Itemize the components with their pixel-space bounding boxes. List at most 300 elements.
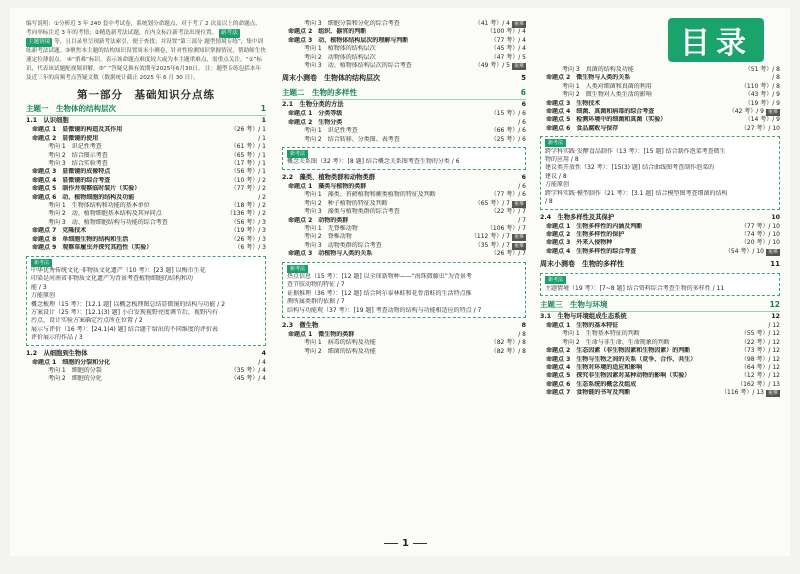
column-1 bbox=[26, 20, 266, 384]
toc-item-title: 命题点 5 制作并观察临时装片（实验） bbox=[32, 185, 141, 193]
toc-item-title: 考向 3 动、植物细胞结构与功能的综合考查 bbox=[48, 218, 168, 226]
toc-item-ref-group bbox=[491, 110, 526, 118]
toc-item-title: 命题点 1 显微镜的构造及其作用 bbox=[32, 126, 123, 134]
toc-item-ref: / 4 bbox=[258, 358, 266, 366]
box-line: 概念关系图（32 考）：[8 题] 结合概念关系图考查生物的分类 / 6 bbox=[287, 158, 460, 166]
toc-subitem[interactable] bbox=[282, 200, 526, 208]
new-method-box-2-3 bbox=[540, 136, 780, 209]
list-2-3 bbox=[282, 331, 526, 356]
toc-item-title: 考向 2 生命与非生命、生命现象的判断 bbox=[562, 338, 670, 346]
list-1-1 bbox=[26, 126, 266, 252]
toc-item-title: 命题点 1 细胞的分裂和分化 bbox=[32, 358, 111, 366]
toc-item-title: 命题点 1 生物多样性的内涵及判断 bbox=[546, 222, 643, 230]
toc-subitem[interactable] bbox=[26, 219, 266, 227]
toc-item-ref: （112 考）/ 7 bbox=[470, 233, 510, 241]
toc-item-ref-group bbox=[491, 45, 526, 53]
list-2-4 bbox=[540, 223, 780, 257]
toc-item[interactable] bbox=[26, 359, 266, 367]
box-line: 中华优秀传统文化·非物质文化遗产（10 考）：[23 题] 以梅市生花 bbox=[31, 266, 206, 274]
toc-item-title: 命题点 5 检测环境中的细菌和真菌（实验） bbox=[546, 116, 667, 124]
toc-item-ref-group bbox=[491, 136, 526, 144]
box-lines bbox=[287, 158, 521, 166]
toc-item-ref: （45 考）/ 4 bbox=[490, 45, 526, 53]
toc-item-title: 考向 2 微生物对人类生活的影响 bbox=[562, 91, 652, 99]
toc-item-ref-group bbox=[741, 339, 780, 347]
toc-item-title: 命题点 1 藻类与植物的类群 bbox=[288, 182, 367, 190]
key-difficulty-badge: 重难 bbox=[513, 242, 524, 249]
toc-item-title: 考向 1 人类对细菌和真菌的利用 bbox=[562, 82, 652, 90]
toc-item[interactable] bbox=[540, 116, 780, 124]
topic-2-label: 主题二 生物的多样性 bbox=[282, 88, 357, 98]
toc-item-ref-group bbox=[491, 348, 526, 356]
topic-2-page: 6 bbox=[520, 88, 526, 98]
toc-item[interactable] bbox=[540, 108, 780, 116]
toc-item-title: 命题点 7 食物链的书写及判断 bbox=[546, 389, 631, 397]
toc-item-ref-group bbox=[491, 208, 526, 216]
toc-subitem[interactable] bbox=[282, 136, 526, 144]
toc-item-ref: （116 考）/ 13 bbox=[721, 389, 764, 397]
toc-item[interactable] bbox=[540, 100, 780, 108]
section-label: 1.2 从细胞到生物体 bbox=[26, 349, 88, 357]
toc-item-title: 命题点 2 显微镜的使用 bbox=[32, 134, 99, 142]
toc-item-title: 命题点 4 细菌、真菌和病毒的综合考查 bbox=[546, 108, 655, 116]
box-lines bbox=[31, 267, 261, 343]
weekend-test-page: 11 bbox=[770, 260, 780, 269]
toc-item-ref-group bbox=[258, 135, 266, 143]
toc-item-title: 命题点 1 微生物的类群 bbox=[288, 330, 355, 338]
toc-item-ref: （77 考）/ 2 bbox=[230, 185, 266, 193]
toc-item-ref-group bbox=[741, 347, 780, 355]
list-col3-top bbox=[540, 66, 780, 133]
key-difficulty-badge: 重难 bbox=[513, 63, 524, 70]
toc-item[interactable] bbox=[26, 177, 266, 185]
toc-item-ref: （22 考）/ 7 bbox=[490, 208, 526, 216]
toc-item-ref: / 12 bbox=[768, 321, 780, 329]
toc-item-title: 命题点 3 动、植物体结构层次的理解与判断 bbox=[288, 36, 409, 44]
toc-subitem[interactable] bbox=[540, 66, 780, 74]
column-2 bbox=[282, 20, 526, 356]
toc-item-ref-group bbox=[518, 119, 526, 127]
box-line: 方案设计（25 考）：[12.1(3) 题] 小白发现视野亮度调节后，视野内有 bbox=[31, 308, 218, 316]
section-label: 1.1 认识细胞 bbox=[26, 117, 69, 125]
toc-item[interactable] bbox=[540, 356, 780, 364]
toc-item[interactable] bbox=[26, 126, 266, 134]
list-col2-top bbox=[282, 20, 526, 70]
toc-item-ref-group bbox=[491, 191, 526, 199]
toc-subitem[interactable] bbox=[282, 208, 526, 216]
box-label: 新考法 bbox=[31, 259, 52, 267]
toc-item-ref: （54 考）/ 10 bbox=[724, 247, 764, 255]
toc-item-ref: （73 考）/ 12 bbox=[740, 347, 780, 355]
toc-item-ref-group bbox=[772, 74, 780, 82]
toc-item-ref-group bbox=[231, 185, 266, 193]
toc-item-ref: （98 考）/ 12 bbox=[740, 355, 780, 363]
toc-item-ref: （51 考）/ 8 bbox=[744, 66, 780, 73]
key-difficulty-badge: 重难 bbox=[513, 234, 524, 241]
toc-item-ref: （82 考）/ 8 bbox=[490, 339, 526, 347]
column-3 bbox=[540, 66, 780, 398]
toc-item-ref: （26 考）/ 3 bbox=[230, 235, 266, 243]
toc-item-ref-group bbox=[491, 339, 526, 347]
toc-item-ref-group bbox=[741, 223, 780, 231]
toc-item-ref-group bbox=[227, 210, 266, 218]
toc-item-ref: （65 考）/ 7 bbox=[474, 199, 510, 207]
toc-subitem[interactable] bbox=[282, 339, 526, 347]
section-2-3[interactable] bbox=[282, 321, 526, 331]
box-line: 建议 / 8 bbox=[545, 172, 567, 180]
toc-item-title: 命题点 4 生物对环境的适应和影响 bbox=[546, 363, 643, 371]
box-line: 结构与功能观（37 考）：[19 题] 考查动物的结构与功能相适应的特点 / 7 bbox=[287, 306, 482, 314]
toc-page bbox=[10, 8, 790, 556]
box-line: 建议类开放性（32 考）：[15(3) 题] 结合曲线图考查制作泡菜的 bbox=[545, 164, 715, 172]
toc-subitem[interactable] bbox=[26, 152, 266, 160]
section-2-2[interactable] bbox=[282, 173, 526, 183]
toc-item-title: 考向 2 种子植物的特征及判断 bbox=[304, 199, 388, 207]
toc-item-title: 考向 2 脊椎动物 bbox=[304, 233, 352, 241]
toc-item-title: 命题点 3 动植物与人类的关系 bbox=[288, 250, 373, 258]
toc-item-ref-group bbox=[258, 194, 266, 202]
toc-item-title: 考向 2 结合转移、分类图、表考查 bbox=[304, 135, 400, 143]
section-page: 12 bbox=[771, 312, 780, 320]
section-1-1[interactable] bbox=[26, 116, 266, 126]
list-3-1 bbox=[540, 322, 780, 398]
list-2-2 bbox=[282, 183, 526, 259]
toc-item-ref: （42 考）/ 9 bbox=[728, 108, 764, 116]
toc-item-title: 命题点 1 生物的基本特征 bbox=[546, 321, 619, 329]
box-line: 物的应用 / 8 bbox=[545, 156, 579, 164]
toc-item-title: 命题点 9 观察草履虫并探究其趋性（实验） bbox=[32, 244, 153, 252]
toc-item-title: 考向 3 真菌的结构及功能 bbox=[562, 66, 634, 73]
toc-item[interactable] bbox=[26, 227, 266, 235]
toc-item-title: 考向 1 无脊椎动物 bbox=[304, 224, 358, 232]
toc-item-ref-group bbox=[258, 359, 266, 367]
toc-item-title: 命题点 2 生态因素（非生物因素和生物因素）的判断 bbox=[546, 347, 691, 355]
toc-item-ref: （19 考）/ 9 bbox=[744, 99, 780, 107]
topic-1-label: 主题一 生物体的结构层次 bbox=[26, 104, 116, 114]
toc-subitem[interactable] bbox=[282, 191, 526, 199]
toc-item[interactable] bbox=[540, 223, 780, 231]
box-line: 能 / 3 bbox=[31, 283, 47, 291]
new-method-box-2-1 bbox=[282, 147, 526, 170]
toc-item[interactable] bbox=[26, 168, 266, 176]
toc-item-ref: / 1 bbox=[258, 134, 266, 142]
toc-item[interactable] bbox=[282, 37, 526, 45]
toc-item-ref: （66 考）/ 6 bbox=[490, 127, 526, 135]
toc-item-ref-group bbox=[487, 28, 526, 36]
toc-item-ref-group bbox=[741, 239, 780, 247]
toc-item-ref: （106 考）/ 7 bbox=[486, 224, 526, 232]
toc-item-title: 命题点 6 生态系统的概念及组成 bbox=[546, 380, 637, 388]
list-2-1 bbox=[282, 110, 526, 144]
toc-item-ref: （55 考）/ 12 bbox=[740, 330, 780, 338]
toc-item-ref-group bbox=[491, 127, 526, 135]
intro-text bbox=[26, 20, 266, 83]
topic-3-label: 主题三 生物与环境 bbox=[540, 299, 608, 309]
box-line: 跨学科实践·模型制作（21 考）：[3.1 题] 结合模型图考查细菌的结构 bbox=[545, 189, 728, 197]
toc-subitem[interactable] bbox=[282, 45, 526, 53]
toc-item-ref-group bbox=[745, 116, 780, 124]
toc-item-title: 命题点 5 探究非生物因素对某种动物的影响（实验） bbox=[546, 372, 691, 380]
toc-item-ref-group bbox=[518, 217, 526, 225]
toc-item[interactable] bbox=[540, 381, 780, 389]
toc-subitem[interactable] bbox=[282, 54, 526, 62]
box-line: 证据推理（36 考）：[12 题] 结合阿尔泰林蛙和花骨滑蛙的生活特点推 bbox=[287, 289, 472, 297]
topic-scene-tag: 主题情境 bbox=[28, 39, 51, 45]
topic-3-page: 12 bbox=[769, 299, 780, 309]
section-page: 1 bbox=[261, 117, 266, 125]
toc-item-title: 命题点 3 生物与生物之间的关系（竞争、合作、共生） bbox=[546, 355, 697, 363]
toc-item-ref: （6 考）/ 3 bbox=[234, 244, 266, 252]
toc-item-title: 考向 2 动物体的结构层次 bbox=[304, 53, 376, 61]
toc-item-ref: （26 考）/ 7 bbox=[490, 250, 526, 258]
toc-item[interactable] bbox=[282, 250, 526, 258]
toc-item-title: 考向 1 植物体的结构层次 bbox=[304, 45, 376, 53]
toc-item-title: 考向 3 动、植物体结构层次的综合考查 bbox=[304, 62, 412, 70]
toc-item-title: 命题点 3 生物技术 bbox=[546, 99, 601, 107]
toc-item[interactable] bbox=[282, 217, 526, 225]
toc-item-title: 命题点 3 显微镜的成像特点 bbox=[32, 168, 111, 176]
box-line: 污点，设计实验方案确定污点所在位置 / 2 bbox=[31, 317, 143, 325]
weekend-test-label: 周末小测卷 生物的多样性 bbox=[540, 260, 624, 269]
toc-item-title: 命题点 2 微生物与人类的关系 bbox=[546, 74, 631, 82]
toc-item[interactable] bbox=[26, 185, 266, 193]
toc-subitem[interactable] bbox=[26, 143, 266, 151]
toc-subitem[interactable] bbox=[282, 348, 526, 356]
toc-item-ref: （74 考）/ 10 bbox=[740, 230, 780, 238]
toc-item-ref: （100 考）/ 4 bbox=[486, 28, 526, 36]
toc-item-title: 命题点 7 克隆技术 bbox=[32, 227, 87, 235]
part-title: 第一部分 基础知识分点练 bbox=[77, 89, 215, 101]
toc-item-title: 命题点 2 生物多样性的保护 bbox=[546, 230, 625, 238]
toc-item-ref-group bbox=[231, 177, 266, 185]
toc-item-ref-group bbox=[231, 168, 266, 176]
toc-subitem[interactable] bbox=[282, 242, 526, 250]
toc-item-title: 命题点 8 单细胞生物的结构和生活 bbox=[32, 235, 129, 243]
new-method-tag: 新考法 bbox=[220, 30, 238, 36]
toc-item-title: 命题点 2 动物的类群 bbox=[288, 216, 349, 224]
toc-item-ref-group bbox=[491, 250, 526, 258]
new-method-box-2-4 bbox=[540, 273, 780, 296]
toc-item[interactable] bbox=[282, 28, 526, 36]
toc-item-ref-group bbox=[725, 248, 780, 256]
toc-item-title: 考向 1 细胞的分裂 bbox=[48, 366, 102, 374]
section-3-1[interactable] bbox=[540, 312, 780, 322]
intro-text-4: 注：题型专练包括本年及近三年的高频考点答疑文数（数据统计截止 2025 年 6 月 30 日）。 bbox=[26, 66, 262, 81]
toc-item[interactable] bbox=[26, 244, 266, 252]
toc-item-ref: （77 考）/ 10 bbox=[740, 222, 780, 230]
toc-subitem[interactable] bbox=[26, 210, 266, 218]
toc-item-ref: （61 考）/ 1 bbox=[230, 143, 266, 151]
intro-text-2: 等，且目录里呈现新考法索引，便于查找；并设置“第三部分 题型情境专练”，集中训练新考法试题。③聚焦本主题的结构知识设置周末小测卷，针对性检测知识掌握情况，帮助师生快速定位薄弱点。 bbox=[26, 39, 266, 63]
toc-item-title: 考向 3 结合实验考查 bbox=[48, 160, 108, 168]
toc-subitem[interactable] bbox=[540, 339, 780, 347]
toc-item-title: 考向 2 动、植物细胞基本结构及其异同点 bbox=[48, 210, 162, 218]
toc-item-ref-group bbox=[491, 37, 526, 45]
toc-item[interactable] bbox=[282, 331, 526, 339]
toc-item-ref-group bbox=[745, 100, 780, 108]
box-lines bbox=[545, 148, 775, 207]
toc-subitem[interactable] bbox=[540, 330, 780, 338]
toc-item-ref: / 7 bbox=[518, 216, 526, 224]
toc-item-ref: （35 考）/ 4 bbox=[230, 366, 266, 374]
box-line: 概念梳理（15 考）：[12.1 题] 以概念梳理图总结显微镜的结构与功能 / 2 bbox=[31, 300, 226, 308]
toc-item[interactable] bbox=[282, 183, 526, 191]
toc-item-ref: （41 考）/ 4 bbox=[474, 20, 510, 27]
list-1-2 bbox=[26, 359, 266, 384]
toc-subitem[interactable] bbox=[282, 127, 526, 135]
toc-item-ref: （45 考）/ 4 bbox=[230, 375, 266, 383]
section-page: 8 bbox=[521, 321, 526, 329]
box-line: 测所属类群的依据 / 7 bbox=[287, 298, 345, 306]
box-lines bbox=[287, 273, 521, 315]
toc-item-ref: （56 考）/ 1 bbox=[230, 168, 266, 176]
toc-item-title: 考向 2 结合图示考查 bbox=[48, 151, 108, 159]
toc-item-title: 考向 1 藻类、苔藓植物和蕨类植物的特征及判断 bbox=[304, 191, 436, 199]
toc-item-ref-group bbox=[231, 227, 266, 235]
box-label: 新考法 bbox=[545, 276, 566, 284]
weekend-test-2[interactable] bbox=[540, 259, 780, 270]
weekend-test-label: 周末小测卷 生物体的结构层次 bbox=[282, 74, 380, 83]
toc-item-ref-group bbox=[741, 125, 780, 133]
toc-item-ref-group bbox=[721, 389, 780, 397]
toc-item-title: 考向 1 识记性考查 bbox=[48, 143, 102, 151]
toc-item-ref: （162 考）/ 13 bbox=[737, 380, 780, 388]
key-difficulty-badge: 重难 bbox=[513, 200, 524, 207]
toc-item[interactable] bbox=[540, 389, 780, 397]
toc-item[interactable] bbox=[26, 135, 266, 143]
new-method-box-1 bbox=[26, 256, 266, 346]
toc-item-ref-group bbox=[745, 66, 780, 74]
toc-item-ref: （12 考）/ 12 bbox=[740, 372, 780, 380]
section-label: 3.1 生物与环境组成生态系统 bbox=[540, 312, 627, 320]
toc-item-ref: （64 考）/ 12 bbox=[740, 363, 780, 371]
toc-subitem[interactable] bbox=[26, 375, 266, 383]
toc-item-ref-group bbox=[745, 91, 780, 99]
topic-2[interactable] bbox=[282, 87, 526, 100]
toc-item-ref: （136 考）/ 2 bbox=[226, 210, 266, 218]
toc-item-title: 考向 1 识记性考查 bbox=[304, 127, 358, 135]
toc-item-title: 考向 3 动物类群的综合考查 bbox=[304, 241, 382, 249]
toc-item-ref-group bbox=[475, 200, 526, 208]
box-line: 主题情境（19 考）：[7~8 题] 结合资料综合考查生物的多样性 / 11 bbox=[545, 284, 725, 292]
section-label: 2.4 生物多样性及其保护 bbox=[540, 213, 615, 221]
box-line: / 8 bbox=[545, 198, 553, 206]
toc-item-ref: / 8 bbox=[772, 74, 780, 82]
toc-item-ref: （10 考）/ 2 bbox=[230, 176, 266, 184]
toc-item-ref-group bbox=[491, 54, 526, 62]
toc-item-title: 命题点 2 生物分类 bbox=[288, 118, 343, 126]
toc-item-ref-group bbox=[475, 242, 526, 250]
toc-item-ref: （47 考）/ 5 bbox=[490, 53, 526, 61]
box-line: 印染是河南省非物质文化遗产为背景考查植物细胞的结构和功 bbox=[31, 275, 194, 283]
toc-item-title: 考向 2 细胞的分化 bbox=[48, 375, 102, 383]
toc-item-ref: （26 考）/ 1 bbox=[230, 126, 266, 134]
toc-item-ref-group bbox=[741, 372, 780, 380]
toc-item-title: 命题点 6 动、植物细胞的结构及功能 bbox=[32, 193, 135, 201]
toc-item-ref: （77 考）/ 4 bbox=[490, 36, 526, 44]
key-difficulty-badge: 重难 bbox=[767, 109, 778, 116]
toc-item[interactable] bbox=[282, 110, 526, 118]
toc-item[interactable] bbox=[26, 194, 266, 202]
toc-subitem[interactable] bbox=[282, 233, 526, 241]
toc-item[interactable] bbox=[540, 248, 780, 256]
toc-item-ref: （35 考）/ 7 bbox=[474, 241, 510, 249]
toc-item-ref: （27 考）/ 10 bbox=[740, 124, 780, 132]
toc-item[interactable] bbox=[540, 372, 780, 380]
toc-item[interactable] bbox=[26, 236, 266, 244]
toc-item-title: 命题点 3 外来入侵物种 bbox=[546, 239, 613, 247]
toc-item-ref-group bbox=[475, 62, 526, 70]
toc-item-title: 考向 3 藻类与植物类群的综合考查 bbox=[304, 208, 400, 216]
toc-item-ref: / 6 bbox=[518, 182, 526, 190]
box-line: 万能原创 bbox=[545, 181, 570, 189]
toc-subitem[interactable] bbox=[282, 62, 526, 70]
box-line: 热点信息（15 考）：[12 题] 以全球新物种——“海珠微藤虫”为背景考 bbox=[287, 272, 472, 280]
toc-item-ref-group bbox=[471, 233, 526, 241]
toc-item-ref-group bbox=[235, 244, 266, 252]
box-label: 新考法 bbox=[545, 139, 566, 147]
toc-item-title: 考向 3 细胞分裂和分化的综合考查 bbox=[304, 20, 400, 27]
section-1-2[interactable] bbox=[26, 349, 266, 359]
toc-item-ref: （22 考）/ 12 bbox=[740, 338, 780, 346]
toc-item[interactable] bbox=[540, 239, 780, 247]
toc-item-ref: （18 考）/ 2 bbox=[230, 202, 266, 210]
intro-text-1: 编写说明：①分析近 3 年 240 套中考试卷，系统划分命题点，对于考了 2 次及以上的命题点，考向举标注近 3 年的考情；②精选新考法试题，在内文标注新考法出现位置。 bbox=[26, 21, 261, 36]
toc-item[interactable] bbox=[282, 119, 526, 127]
weekend-test-1[interactable] bbox=[282, 73, 526, 84]
toc-item-ref: / 2 bbox=[258, 193, 266, 201]
toc-item-ref: （43 考）/ 9 bbox=[744, 91, 780, 99]
topic-3[interactable] bbox=[540, 299, 780, 312]
toc-item[interactable] bbox=[540, 74, 780, 82]
toc-item[interactable] bbox=[540, 125, 780, 133]
toc-item-title: 命题点 6 食品腐败与保存 bbox=[546, 124, 619, 132]
box-line: 展示与评价（16 考）：[24.1(4) 题] 结合题干给出的不同维度的评价表 bbox=[31, 325, 218, 333]
toc-item-ref-group bbox=[741, 356, 780, 364]
toc-item[interactable] bbox=[540, 347, 780, 355]
toc-item-ref: （17 考）/ 1 bbox=[230, 160, 266, 168]
toc-item-title: 考向 1 生物体结构和功能的基本单位 bbox=[48, 202, 150, 210]
box-line: 评价展示的作品 / 3 bbox=[31, 334, 83, 342]
toc-item-ref: （56 考）/ 3 bbox=[230, 218, 266, 226]
toc-item-title: 命题点 4 显微镜的综合考查 bbox=[32, 176, 111, 184]
section-2-1[interactable] bbox=[282, 100, 526, 110]
toc-item-ref: （49 考）/ 5 bbox=[474, 62, 510, 70]
toc-subitem[interactable] bbox=[26, 160, 266, 168]
toc-item-title: 命题点 1 分类等级 bbox=[288, 110, 343, 118]
section-page: 10 bbox=[771, 213, 780, 221]
toc-title: 目录 bbox=[668, 18, 764, 62]
new-method-box-2-2 bbox=[282, 262, 526, 318]
toc-subitem[interactable] bbox=[540, 91, 780, 99]
key-difficulty-badge: 重难 bbox=[767, 248, 778, 255]
toc-item-ref-group bbox=[231, 236, 266, 244]
toc-subitem[interactable] bbox=[540, 83, 780, 91]
topic-1[interactable] bbox=[26, 103, 266, 116]
box-line: 万能原创 bbox=[31, 292, 56, 300]
toc-item-ref: （20 考）/ 10 bbox=[740, 239, 780, 247]
section-label: 2.1 生物分类的方法 bbox=[282, 101, 344, 109]
section-2-4[interactable] bbox=[540, 213, 780, 223]
toc-item-ref: （15 考）/ 6 bbox=[490, 110, 526, 118]
topic-1-page: 1 bbox=[260, 104, 266, 114]
toc-subitem[interactable] bbox=[26, 367, 266, 375]
toc-item-ref-group bbox=[741, 83, 780, 91]
box-label: 新考法 bbox=[287, 265, 308, 273]
section-page: 4 bbox=[261, 349, 266, 357]
toc-item-ref: （25 考）/ 6 bbox=[490, 135, 526, 143]
toc-item-title: 考向 2 细菌的结构及功能 bbox=[304, 347, 376, 355]
